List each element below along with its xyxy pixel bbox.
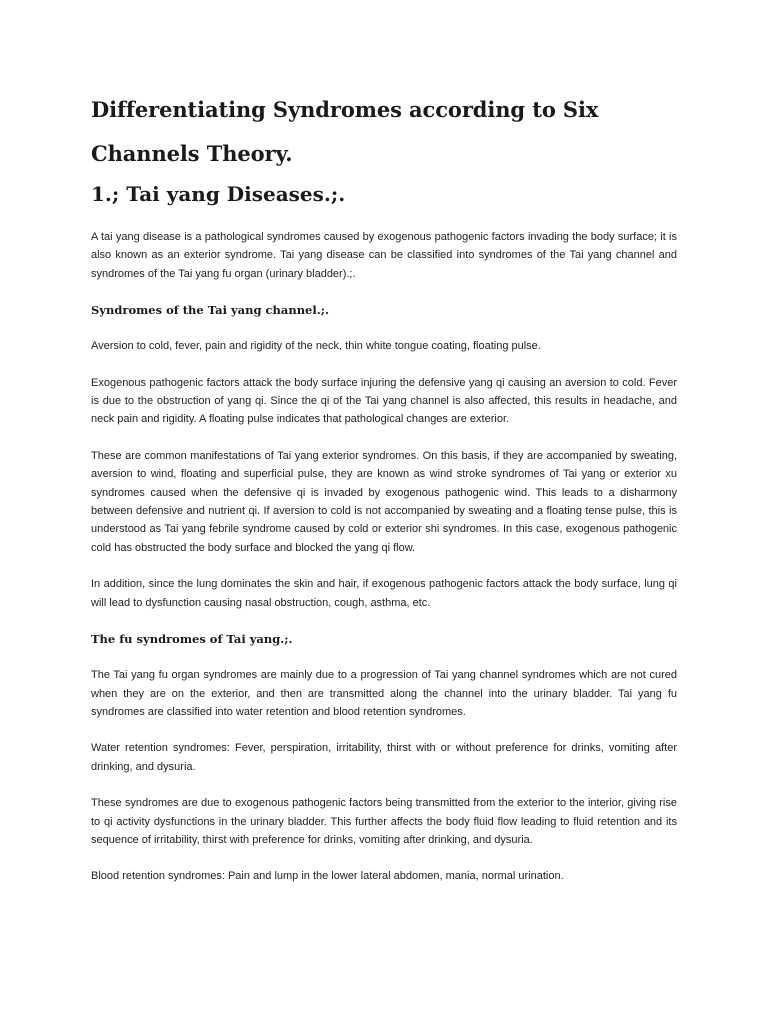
fu-paragraph: The Tai yang fu organ syndromes are mainly due to a progression of Tai yang channel syndromes which are not cured when they are on the exterior, and then are transmitted along the channel into the urinary bladder. Tai yang fu syndromes are classified into water retention and blood retention syndromes. [91, 669, 677, 718]
intro-paragraph: A tai yang disease is a pathological syndromes caused by exogenous pathogenic factors invading the body surface; it is also known as an exterior syndrome. Tai yang disease can be classified into syndromes of the Tai yang channel and syndromes of the Tai yang fu organ (urinary bladder).;. [91, 231, 677, 280]
channel-paragraph: These are common manifestations of Tai yang exterior syndromes. On this basis, if they are accompanied by sweating, aversion to wind, floating and superficial pulse, they are known as wind stroke syndromes of Tai yang or exterior xu syndromes caused when the defensive qi is invaded by exogenous pathogenic wind. This leads to a disharmony between defensive and nutrient qi. If aversion to cold is not accompanied by sweating and a floating tense pulse, this is understood as Tai yang febrile syndrome caused by cold or exterior shi syndromes. In this case, exogenous pathogenic cold has obstructed the body surface and blocked the yang qi flow. [91, 449, 677, 554]
fu-paragraph: These syndromes are due to exogenous pathogenic factors being transmitted from the exterior to the interior, giving rise to qi activity dysfunctions in the urinary bladder. This further affects the body fluid flow leading to fluid retention and its sequence of irritability, thirst with preference for drinks, vomiting after drinking, and dysuria. [91, 797, 677, 846]
fu-paragraph: Blood retention syndromes: Pain and lump in the lower lateral abdomen, mania, normal urination. [91, 870, 564, 883]
channel-paragraph: Aversion to cold, fever, pain and rigidity of the neck, thin white tongue coating, floating pulse. [91, 340, 541, 353]
channel-subheading: Syndromes of the Tai yang channel.;. [91, 303, 329, 318]
channel-paragraph: Exogenous pathogenic factors attack the body surface injuring the defensive yang qi causing an aversion to cold. Fever is due to the obstruction of yang qi. Since the qi of the Tai yang channel is also affected, this results in headache, and neck pain and rigidity. A floating pulse indicates that pathological changes are exterior. [91, 376, 677, 426]
section-heading: 1.; Tai yang Diseases.;. [91, 182, 346, 206]
fu-subheading: The fu syndromes of Tai yang.;. [91, 632, 293, 647]
fu-paragraph: Water retention syndromes: Fever, perspiration, irritability, thirst with or without preference for drinks, vomiting after drinking, and dysuria. [91, 742, 677, 773]
document-title: Differentiating Syndromes according to Six Channels Theory. [91, 97, 599, 166]
channel-paragraph: In addition, since the lung dominates the skin and hair, if exogenous pathogenic factors attack the body surface, lung qi will lead to dysfunction causing nasal obstruction, cough, asthma, etc. [91, 578, 677, 609]
